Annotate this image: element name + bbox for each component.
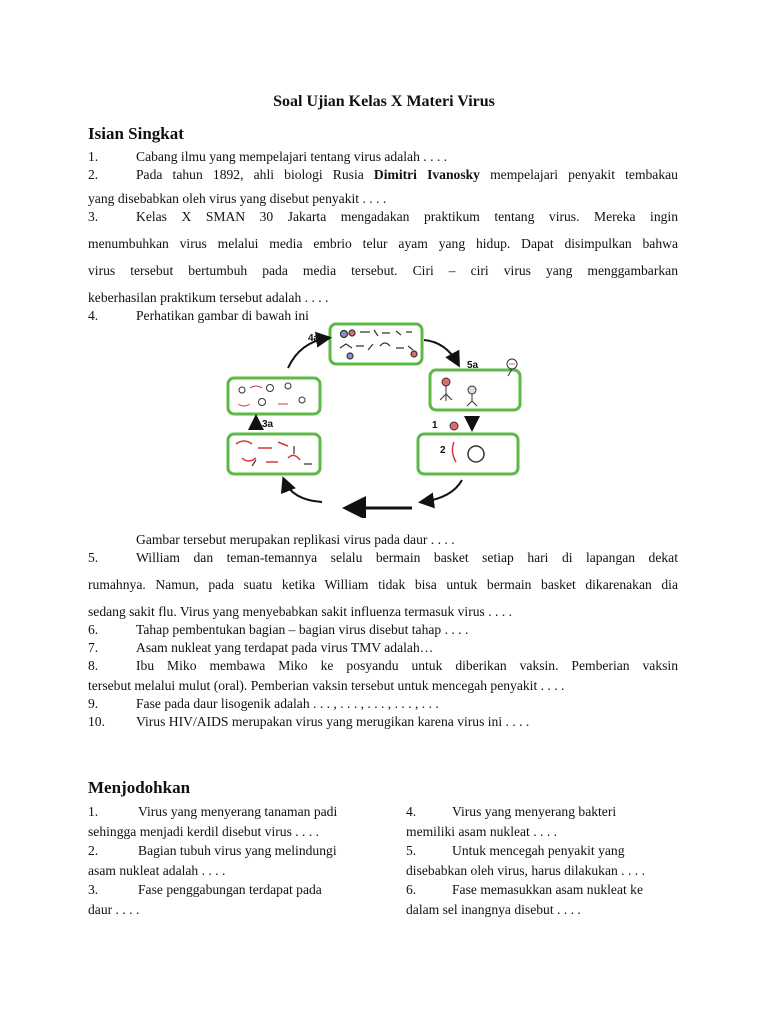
question-text: Fase pada daur lisogenik adalah . . . , . . . , . . . , . . . , . . .	[136, 696, 439, 711]
question-text: Virus HIV/AIDS merupakan virus yang merugikan karena virus ini . . . .	[136, 714, 530, 729]
question-number: 4.	[88, 308, 99, 323]
question-text: virus tersebut bertumbuh pada media tersebut. Ciri – ciri virus yang menggambarkan	[88, 263, 678, 278]
question-text: Cabang ilmu yang mempelajari tentang virus adalah . . . .	[136, 149, 448, 164]
diagram-label-3a: 3a	[262, 419, 274, 430]
question-text: Pada tahun 1892, ahli biologi Rusia Dimitri Ivanosky mempelajari penyakit tembakau	[136, 167, 678, 182]
matching-item: 2. Bagian tubuh virus yang melindungi	[88, 843, 337, 858]
matching-item: 3. Fase penggabungan terdapat pada	[88, 882, 322, 897]
section-heading-menjodohkan: Menjodohkan	[88, 778, 191, 797]
matching-item: 4. Virus yang menyerang bakteri	[406, 804, 617, 819]
matching-column-left	[88, 802, 362, 919]
matching-item: 5. Untuk mencegah penyakit yang	[406, 843, 625, 858]
question-number: 1.	[88, 149, 99, 164]
question-number: 8.	[88, 658, 99, 673]
question-number: 3.	[88, 209, 99, 224]
question-text: Ibu Miko membawa Miko ke posyandu untuk diberikan vaksin. Pemberian vaksin	[136, 658, 678, 673]
question-text: Tahap pembentukan bagian – bagian virus disebut tahap . . . .	[136, 622, 469, 637]
section-heading-isian-singkat: Isian Singkat	[88, 124, 184, 143]
question-text: menumbuhkan virus melalui media embrio telur ayam yang hidup. Dapat disimpulkan bahwa	[88, 236, 678, 251]
question-text: Asam nukleat yang terdapat pada virus TMV adalah…	[136, 640, 434, 655]
question-text: rumahnya. Namun, pada suatu ketika William tidak bisa untuk bermain basket dikarenakan dia	[88, 577, 678, 592]
question-text: Kelas X SMAN 30 Jakarta mengadakan praktikum tentang virus. Mereka ingin	[136, 209, 678, 224]
matching-item: daur . . . .	[88, 901, 140, 917]
question-number: 9.	[88, 696, 99, 711]
question-number: 2.	[88, 167, 99, 182]
diagram-label-2: 2	[440, 445, 446, 456]
diagram-panel-left-top	[228, 378, 320, 414]
matching-item: memiliki asam nukleat . . . .	[406, 823, 558, 839]
matching-item: 1. Virus yang menyerang tanaman padi	[88, 804, 338, 819]
matching-item: sehingga menjadi kerdil disebut virus . . . .	[88, 823, 320, 839]
matching-item: dalam sel inangnya disebut . . . .	[406, 901, 581, 917]
matching-item: asam nukleat adalah . . . .	[88, 862, 226, 878]
diagram-caption: Gambar tersebut merupakan replikasi virus pada daur . . . .	[136, 532, 455, 547]
virus-replication-diagram	[222, 318, 524, 518]
question-number: 6.	[88, 622, 99, 637]
matching-column-right	[406, 802, 678, 919]
question-text: sedang sakit flu. Virus yang menyebabkan sakit influenza termasuk virus . . . .	[88, 604, 513, 619]
diagram-label-4a: 4a	[308, 333, 320, 344]
question-text: tersebut melalui mulut (oral). Pemberian vaksin tersebut untuk mencegah penyakit . . . .	[88, 678, 565, 693]
question-number: 5.	[88, 550, 99, 565]
diagram-panel-left-bottom	[228, 434, 320, 474]
question-number: 10.	[88, 714, 105, 729]
question-text: keberhasilan praktikum tersebut adalah . . . .	[88, 290, 329, 305]
question-number: 7.	[88, 640, 99, 655]
question-text: yang disebabkan oleh virus yang disebut penyakit . . . .	[88, 191, 387, 206]
diagram-label-5a: 5a	[467, 360, 479, 371]
matching-item: disebabkan oleh virus, harus dilakukan . . . .	[406, 862, 645, 878]
question-text: William dan teman-temannya selalu bermain basket setiap hari di lapangan dekat	[136, 550, 678, 565]
document-title: Soal Ujian Kelas X Materi Virus	[273, 93, 495, 110]
matching-item: 6. Fase memasukkan asam nukleat ke	[406, 882, 644, 897]
scientist-name: Dimitri Ivanosky	[373, 167, 480, 182]
question-text: Perhatikan gambar di bawah ini	[136, 308, 309, 323]
diagram-label-1: 1	[432, 420, 438, 431]
